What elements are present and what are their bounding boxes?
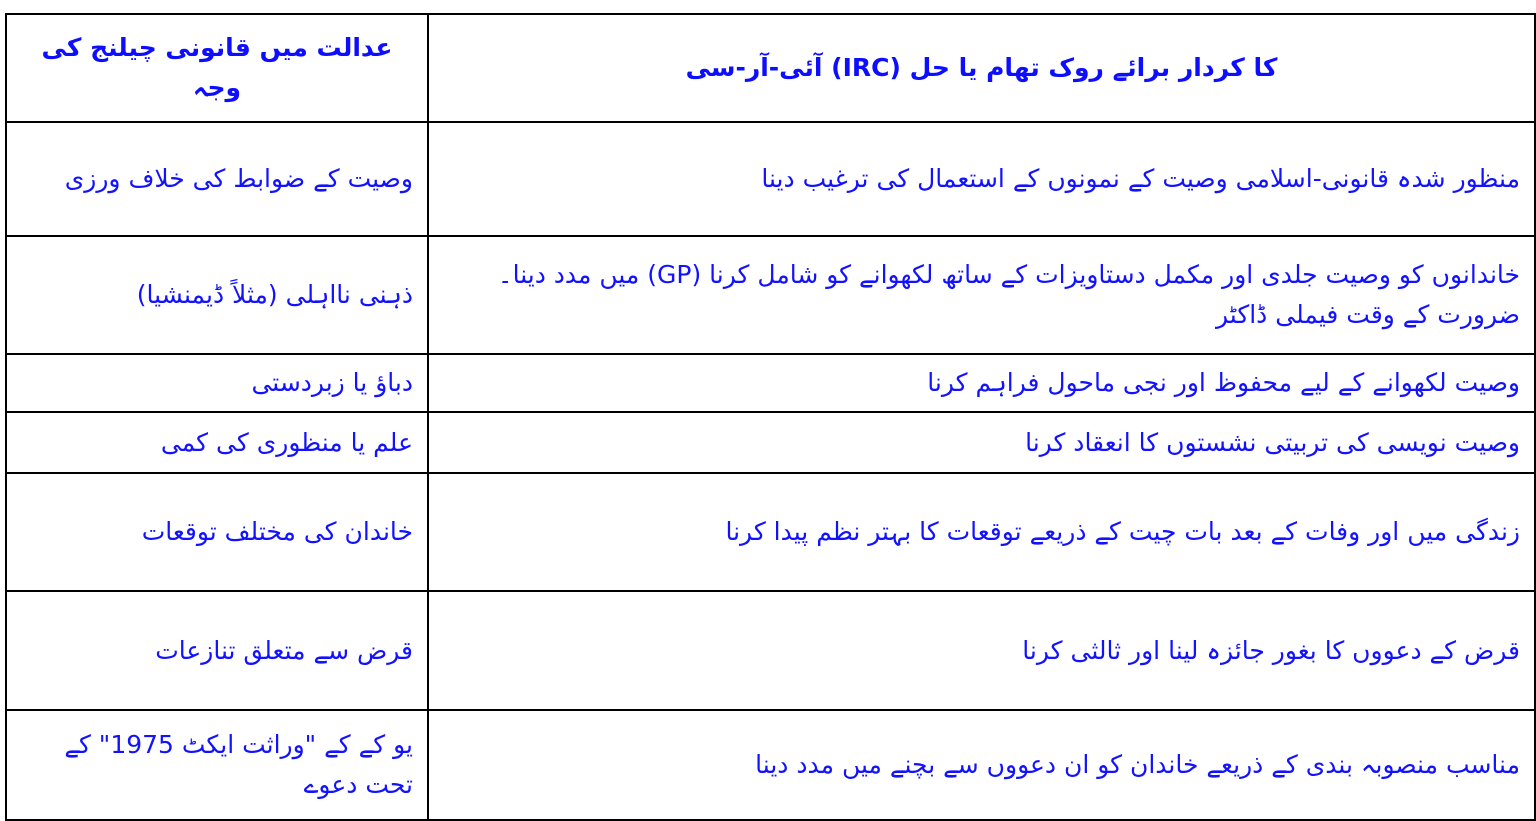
reason-cell [6, 122, 428, 236]
reason-text: ذہنی نااہلی (مثلاً ڈیمنشیا) [136, 280, 413, 309]
role-cell [428, 412, 1535, 473]
header-cell-reason [6, 14, 428, 122]
reason-text: قرض سے متعلق تنازعات [155, 635, 413, 665]
table-row [6, 710, 1535, 820]
document-page [5, 13, 1520, 819]
reason-cell [6, 591, 428, 710]
role-text: قرض کے دعووں کا بغور جائزہ لینا اور ثالثی کرنا [1022, 635, 1520, 665]
table-row [6, 354, 1535, 412]
table-row [6, 473, 1535, 591]
table-row [6, 591, 1535, 710]
irc-legal-challenges-table [5, 13, 1536, 821]
reason-cell [6, 710, 428, 820]
role-cell [428, 710, 1535, 820]
reason-text: دباؤ یا زبردستی [251, 368, 413, 397]
reason-text: علم یا منظوری کی کمی [160, 427, 413, 457]
role-text: زندگی میں اور وفات کے بعد بات چیت کے ذریعے توقعات کا بہتر نظم پیدا کرنا [725, 517, 1520, 546]
reason-cell [6, 412, 428, 473]
header-cell-role [428, 14, 1535, 122]
role-text: وصیت لکھوانے کے لیے محفوظ اور نجی ماحول فراہم کرنا [927, 368, 1520, 397]
table-row [6, 412, 1535, 473]
reason-text: وصیت کے ضوابط کی خلاف ورزی [64, 164, 413, 193]
role-cell [428, 122, 1535, 236]
role-text: منظور شدہ قانونی-اسلامی وصیت کے نمونوں کے استعمال کی ترغیب دینا [761, 164, 1520, 193]
role-text: خاندانوں کو وصیت جلدی اور مکمل دستاویزات کے ساتھ لکھوانے کو شامل کرنا (GP) میں مدد دینا۔ ضرورت کے وقت فیملی ڈاکٹر [497, 260, 1520, 329]
reason-cell [6, 354, 428, 412]
table-row [6, 122, 1535, 236]
reason-text: خاندان کی مختلف توقعات [141, 517, 413, 546]
header-role-text: کا کردار برائے روک تھام یا حل (IRC) آئی-آر-سی [685, 53, 1278, 82]
reason-cell [6, 236, 428, 354]
role-cell [428, 591, 1535, 710]
role-text: وصیت نویسی کی تربیتی نشستوں کا انعقاد کرنا [1025, 427, 1520, 457]
role-cell [428, 473, 1535, 591]
role-cell [428, 354, 1535, 412]
header-reason-text: عدالت میں قانونی چیلنج کی وجہ [41, 33, 393, 102]
role-cell [428, 236, 1535, 354]
role-text: مناسب منصوبہ بندی کے ذریعے خاندان کو ان دعووں سے بچنے میں مدد دینا [755, 750, 1520, 779]
reason-text: یو کے کے "وراثت ایکٹ 1975" کے تحت دعوے [64, 730, 413, 799]
table-header-row [6, 14, 1535, 122]
reason-cell [6, 473, 428, 591]
table-row [6, 236, 1535, 354]
